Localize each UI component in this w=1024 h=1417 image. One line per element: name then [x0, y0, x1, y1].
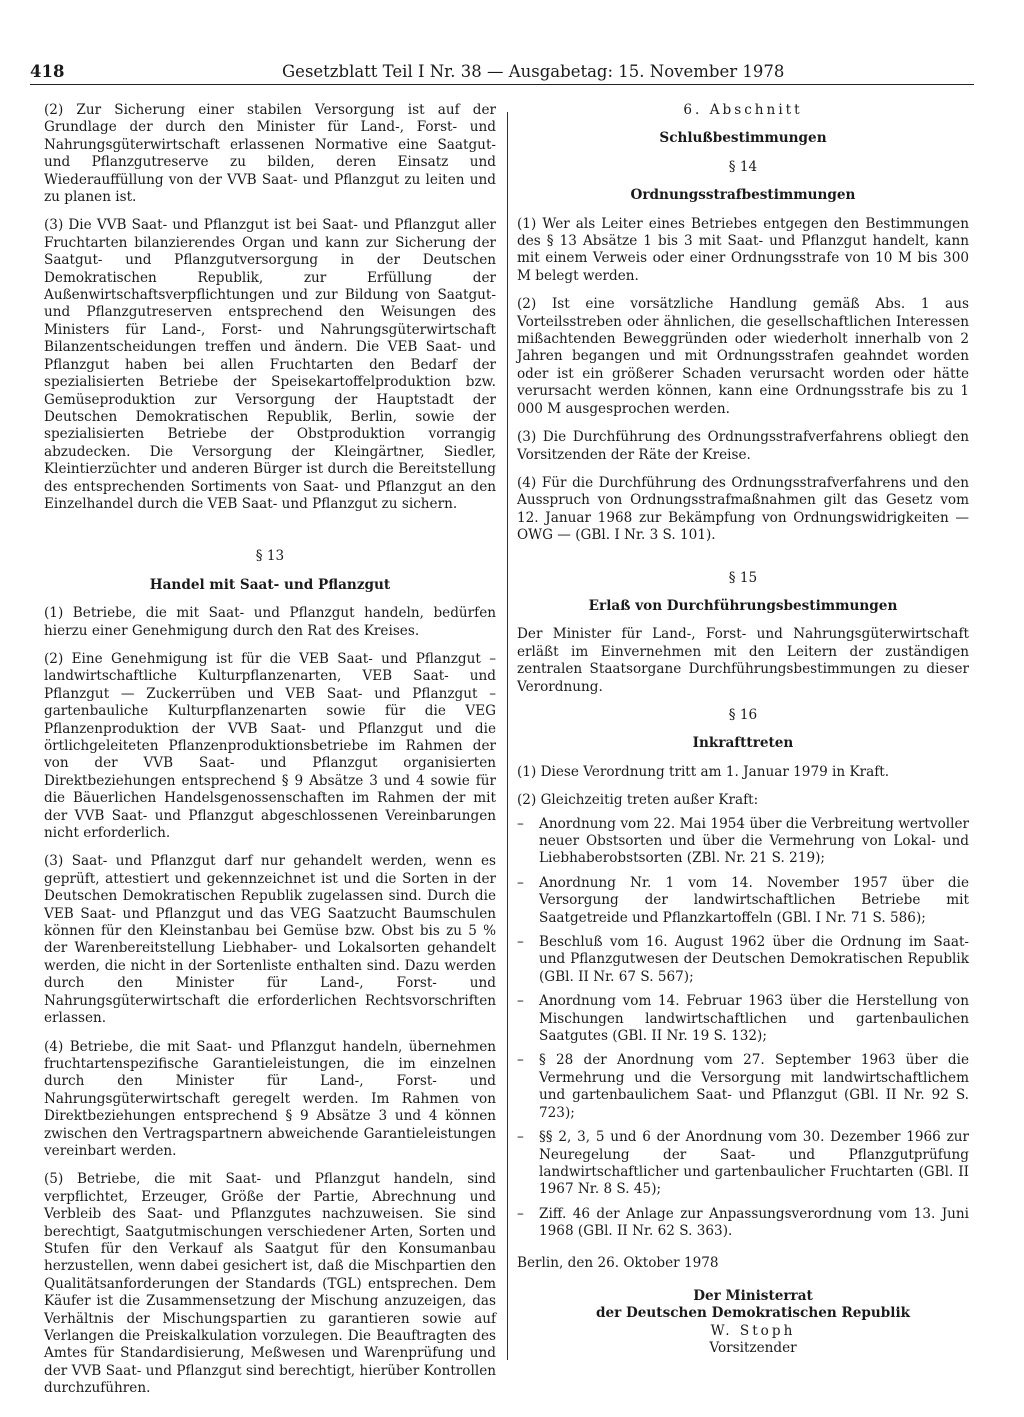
paragraph-13-1: (1) Betriebe, die mit Saat- und Pflanzgut handeln, bedürfen hierzu einer Genehmigung durch den Rat des Kreises.: [44, 605, 496, 639]
list-item: – Anordnung vom 22. Mai 1954 über die Verbreitung wertvoller neuer Obstsorten und über die Vermehrung von Lokal- und Liebhaberobstsorten (ZBl. Nr. 21 S. 219);: [517, 816, 969, 868]
list-item: – Ziff. 46 der Anlage zur Anpassungsverordnung vom 13. Juni 1968 (GBl. II Nr. 62 S. 363).: [517, 1206, 969, 1241]
signature-block: [537, 1288, 969, 1358]
list-item: – §§ 2, 3, 5 und 6 der Anordnung vom 30. Dezember 1966 zur Neuregelung der Saat- und Pflanzgutprüfung landwirtschaftlicher und gartenbaulicher Fruchtarten (GBl. II 1967 Nr. 8 S. 45);: [517, 1129, 969, 1199]
paragraph-15: Der Minister für Land-, Forst- und Nahrungsgüterwirtschaft erläßt im Einvernehmen mit den Leitern der zuständigen zentralen Staatsorgane Durchführungsbestimmungen zu dieser Verordnung.: [517, 626, 969, 695]
section-13-title: Handel mit Saat- und Pflanzgut: [149, 576, 391, 593]
column-divider: [507, 112, 508, 1360]
signature-body: Der Ministerrat: [693, 1287, 813, 1304]
paragraph-13-4: (4) Betriebe, die mit Saat- und Pflanzgut handeln, übernehmen fruchtartenspezifische Garantieleistungen, die im einzelnen durch den Minister für Land-, Forst- und Nahrungsgüterwirtschaft geregelt werden. Im Rahmen von Direktbeziehungen entsprechend § 9 Absätze 3 und 4 können zwischen den Vertragspartnern abweichende Garantieleistungen vereinbart werden.: [44, 1038, 496, 1159]
list-item: – § 28 der Anordnung vom 27. September 1963 über die Vermehrung und die Versorgung mit landwirtschaftlichem und gartenbaulichem Saat- und Pflanzgut (GBl. II Nr. 92 S. 723);: [517, 1052, 969, 1122]
page-header: [30, 62, 974, 85]
list-item: – Beschluß vom 16. August 1962 über die Ordnung im Saat- und Pflanzgutwesen der Deutschen Demokratischen Republik (GBl. II Nr. 67 S. 567);: [517, 934, 969, 986]
section-16-title: Inkrafttreten: [692, 735, 794, 752]
chapter-number: 6. Abschnitt: [683, 102, 803, 118]
chapter-title: Schlußbestimmungen: [659, 130, 827, 147]
running-title: Gesetzblatt Teil I Nr. 38 — Ausgabetag: 15. November 1978: [282, 62, 785, 81]
repeal-list: [517, 816, 969, 1241]
section-14-number: § 14: [728, 158, 758, 175]
section-13-number: § 13: [255, 548, 285, 565]
spacer: [517, 556, 969, 570]
paragraph-13-5: (5) Betriebe, die mit Saat- und Pflanzgut handeln, sind verpflichtet, Erzeuger, Größe der Partie, Abrechnung und Verbleib des Saat- und Pflanzgutes nachzuweisen. Sie sind berechtigt, Saatgutmischungen verschiedener Arten, Sorten und Stufen für den Verkauf als Saatgut für den Konsumanbau herzustellen, wenn dabei gesichert ist, daß die Mischpartien den Qualitätsanforderungen der Standards (TGL) entsprechen. Dem Käufer ist die Zusammensetzung der Mischung anzuzeigen, das Verhältnis der Mischungspartien zu garantieren sowie auf Verlangen die Preiskalkulation vorzulegen. Die Beauftragten des Amtes für Standardisierung, Meßwesen und Warenprüfung und der VVB Saat- und Pflanzgut sind berechtigt, hierüber Kontrollen durchzuführen.: [44, 1171, 496, 1397]
paragraph-12-2: (2) Zur Sicherung einer stabilen Versorgung ist auf der Grundlage der durch den Minister für Land-, Forst- und Nahrungsgüterwirtschaft erlassenen Normative eine Saatgut- und Pflanzgutreserve zu bilden, deren Einsatz und Wiederauffüllung von der VVB Saat- und Pflanzgut zu leiten und zu planen ist.: [44, 102, 496, 206]
spacer: [44, 524, 496, 548]
right-column: [517, 102, 969, 1358]
paragraph-16-1: (1) Diese Verordnung tritt am 1. Januar 1979 in Kraft.: [517, 763, 890, 780]
paragraph-14-1: (1) Wer als Leiter eines Betriebes entgegen den Bestimmungen des § 13 Absätze 1 bis 3 mit Saat- und Pflanzgut handelt, kann mit einem Verweis oder einer Ordnungsstrafe von 10 M bis 300 M belegt werden.: [517, 215, 969, 284]
paragraph-12-3: (3) Die VVB Saat- und Pflanzgut ist bei Saat- und Pflanzgut aller Fruchtarten bilanzierendes Organ und kann zur Sicherung der Saatgut- und Pflanzgutversorgung in der Deutschen Demokratischen Republik, zur Erfüllung der Außenwirtschaftsverpflichtungen und zur Bildung von Saatgut- und Pflanzgutreserven entsprechend den Weisungen des Ministers für Land-, Forst- und Nahrungsgüterwirtschaft Bilanzentscheidungen treffen und ändern. Die VEB Saat- und Pflanzgut haben bei allen Fruchtarten den Bedarf der spezialisierten Betriebe der Speisekartoffelproduktion bzw. Gemüseproduktion zur Versorgung der Hauptstadt der Deutschen Demokratischen Republik, Berlin, sowie der spezialisierten Betriebe der Obstproduktion vorrangig abzudecken. Die Versorgung der Kleingärtner, Siedler, Kleintierzüchter und anderen Bürger ist durch die Bereitstellung des entsprechenden Sortiments von Saat- und Pflanzgut an den Einzelhandel durch die VEB Saat- und Pflanzgut zu sichern.: [44, 217, 496, 512]
signatory-role: Vorsitzender: [709, 1340, 797, 1357]
paragraph-13-3: (3) Saat- und Pflanzgut darf nur gehandelt werden, wenn es geprüft, attestiert und gekennzeichnet ist und die Sorten in der Deutschen Demokratischen Republik zugelassen sind. Durch die VEB Saat- und Pflanzgut und das VEG Saatzucht Baumschulen können für den Kleinstanbau bei Gemüse bzw. Obst bis zu 5 % der Warenbereitstellung Liebhaber- und Lokalsorten gehandelt werden, die nicht in der Sortenliste enthalten sind. Dazu werden durch den Minister für Land-, Forst- und Nahrungsgüterwirtschaft die erforderlichen Rechtsvorschriften erlassen.: [44, 853, 496, 1027]
left-column: [44, 102, 496, 1409]
section-15-number: § 15: [728, 569, 758, 586]
paragraph-16-2: (2) Gleichzeitig treten außer Kraft:: [517, 792, 759, 809]
section-16-number: § 16: [728, 706, 758, 723]
list-item: – Anordnung Nr. 1 vom 14. November 1957 über die Versorgung der landwirtschaftlichen Betriebe mit Saatgetreide und Pflanzkartoffeln (GBl. I Nr. 71 S. 586);: [517, 875, 969, 927]
paragraph-14-2: (2) Ist eine vorsätzliche Handlung gemäß Abs. 1 aus Vorteilsstreben oder ähnlichen, die gesellschaftlichen Interessen mißachtenden Beweggründen oder wiederholt innerhalb von 2 Jahren begangen und mit Ordnungsstrafen geahndet worden oder ist ein größerer Schaden verursacht worden oder hätte verursacht werden können, kann eine Ordnungsstrafe bis zu 1 000 M ausgesprochen werden.: [517, 296, 969, 417]
page-number: 418: [30, 62, 65, 81]
signatory-name: W. Stoph: [710, 1322, 796, 1339]
paragraph-14-3: (3) Die Durchführung des Ordnungsstrafverfahrens obliegt den Vorsitzenden der Räte der Kreise.: [517, 429, 969, 463]
signature-body-2: der Deutschen Demokratischen Republik: [595, 1305, 911, 1322]
list-item: – Anordnung vom 14. Februar 1963 über die Herstellung von Mischungen landwirtschaftlichen und gartenbaulichen Saatgutes (GBl. II Nr. 19 S. 132);: [517, 993, 969, 1045]
paragraph-14-4: (4) Für die Durchführung des Ordnungsstrafverfahrens und den Ausspruch von Ordnungsstrafmaßnahmen gilt das Gesetz vom 12. Januar 1968 zur Bekämpfung von Ordnungswidrigkeiten — OWG — (GBl. I Nr. 3 S. 101).: [517, 474, 969, 544]
paragraph-13-2: (2) Eine Genehmigung ist für die VEB Saat- und Pflanzgut – landwirtschaftliche Kulturpflanzenarten, VEB Saat- und Pflanzgut — Zuckerrüben und VEB Saat- und Pflanzgut – gartenbauliche Kulturpflanzenarten sowie für die VEG Pflanzenproduktion der VVB Saat- und Pflanzgut und die örtlichgeleiteten Pflanzenproduktionsbetriebe im Rahmen der von der VVB Saat- und Pflanzgut organisierten Direktbeziehungen entsprechend § 9 Absätze 3 und 4 sowie für die Bäuerlichen Handelsgenossenschaften im Rahmen der mit der VVB Saat- und Pflanzgut abgeschlossenen Vereinbarungen nicht erforderlich.: [44, 650, 496, 842]
section-15-title: Erlaß von Durchführungsbestimmungen: [588, 597, 898, 614]
section-14-title: Ordnungsstrafbestimmungen: [630, 187, 856, 204]
place-date: Berlin, den 26. Oktober 1978: [517, 1254, 719, 1271]
